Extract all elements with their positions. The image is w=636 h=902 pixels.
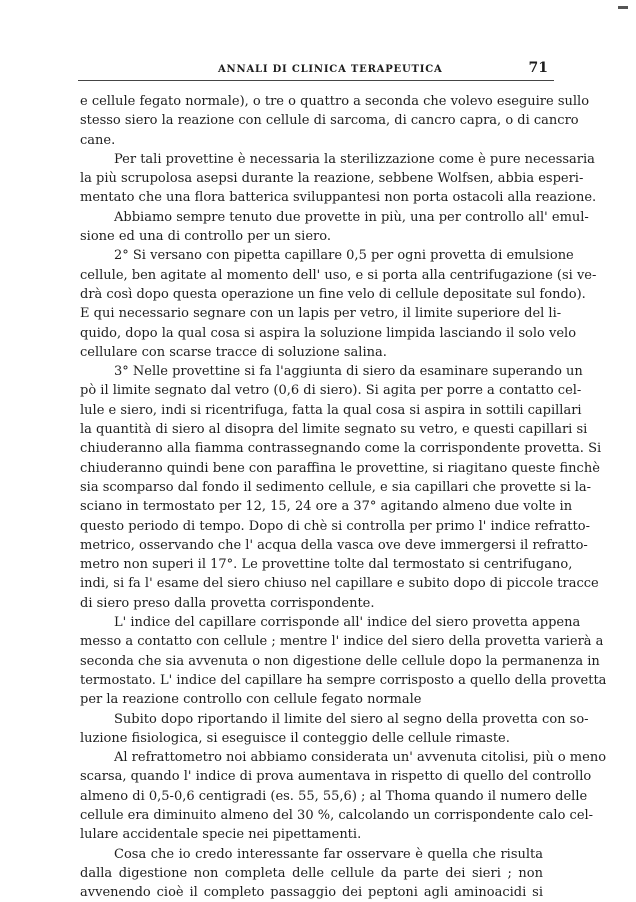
paragraph (80, 362, 602, 613)
text-line: per la reazione controllo con cellule fegato normale (80, 692, 422, 708)
text-line: stesso siero la reazione con cellule di sarcoma, di cancro capra, o di cancro (80, 113, 579, 129)
text-line: E qui necessario segnare con un lapis per vetro, il limite superiore del li- (80, 306, 562, 322)
text-line: termostato. L' indice del capillare ha sempre corrisposto a quello della provetta (80, 672, 607, 688)
text-line: Al refrattometro noi abbiamo considerata un' avvenuta citolisi, più o meno (114, 750, 607, 766)
text-line: chiuderanno alla fiamma contrassegnando come la corrispondente provetta. Si (80, 441, 602, 457)
text-line: chiuderanno quindi bene con paraffina le provettine, si riagitano queste finchè (80, 460, 600, 476)
text-line: avvenendo cioè il completo passaggio dei peptoni agli aminoacidi si (80, 885, 543, 901)
scan-edge-mark (618, 6, 628, 9)
text-line: dalla digestione non completa delle cellule da parte dei sieri ; non (80, 865, 543, 881)
paragraph (80, 246, 597, 362)
paragraph (80, 748, 607, 844)
text-line: Per tali provettine è necessaria la sterilizzazione come è pure necessaria (114, 151, 595, 167)
text-line: questo periodo di tempo. Dopo di chè si controlla per primo l' indice refratto- (80, 518, 590, 534)
text-line: e cellule fegato normale), o tre o quattro a seconda che volevo eseguire sullo (80, 94, 590, 109)
text-line: lule e siero, indi si ricentrifuga, fatta la qual cosa si aspira in sottili capillari (80, 402, 582, 418)
text-line: quido, dopo la qual cosa si aspira la soluzione limpida lasciando il solo velo (80, 325, 577, 341)
body-text (80, 92, 607, 902)
text-line: metrico, osservando che l' acqua della vasca ove deve immergersi il refratto- (80, 537, 588, 553)
text-line: cellule, ben agitate al momento dell' uso, e si porta alla centrifugazione (si ve- (80, 267, 597, 283)
paragraph (80, 150, 597, 208)
text-line: la più scrupolosa asepsi durante la reazione, sebbene Wolfsen, abbia esperi- (80, 171, 584, 187)
text-line: 2° Si versano con pipetta capillare 0,5 per ogni provetta di emulsione (114, 248, 574, 264)
text-line: la quantità di siero al disopra del limite segnato su vetro, e questi capillari si (80, 422, 588, 438)
paragraph (80, 845, 543, 902)
header-rule (78, 80, 554, 81)
page-header (78, 60, 554, 80)
text-line: cellulare con scarse tracce di soluzione salina. (80, 344, 387, 360)
paragraph (80, 92, 590, 150)
text-line: sciano in termostato per 12, 15, 24 ore a 37° agitando almeno due volte in (80, 499, 573, 515)
text-line: lulare accidentale specie nei pipettamenti. (80, 827, 362, 843)
text-line: Subito dopo riportando il limite del siero al segno della provetta con so- (114, 711, 589, 727)
text-line: cane. (80, 132, 116, 148)
text-line: drà così dopo questa operazione un fine velo di cellule depositate sul fondo). (80, 286, 586, 302)
text-line: mentato che una flora batterica sviluppantesi non porta ostacoli alla reazione. (80, 190, 597, 206)
text-line: L' indice del capillare corrisponde all' indice del siero provetta appena (114, 615, 581, 631)
text-line: scarsa, quando l' indice di prova aumentava in rispetto di quello del controllo (80, 769, 592, 785)
text-line: messo a contatto con cellule ; mentre l' indice del siero della provetta varierà a (80, 634, 604, 650)
text-line: metro non superi il 17°. Le provettine tolte dal termostato si centrifugano, (80, 557, 573, 573)
text-line: Abbiamo sempre tenuto due provette in più, una per controllo all' emul- (114, 209, 589, 225)
text-line: 3° Nelle provettine si fa l'aggiunta di siero da esaminare superando un (114, 364, 583, 380)
paragraph (80, 208, 589, 247)
text-line: almeno di 0,5-0,6 centigradi (es. 55, 55,6) ; al Thoma quando il numero delle (80, 788, 588, 804)
text-line: seconda che sia avvenuta o non digestione delle cellule dopo la permanenza in (80, 653, 600, 669)
text-line: luzione fisiologica, si eseguisce il conteggio delle cellule rimaste. (80, 730, 510, 746)
text-line: indi, si fa l' esame del siero chiuso nel capillare e subito dopo di piccole tracce (80, 576, 599, 592)
paragraph (80, 710, 589, 749)
text-line: cellule era diminuito almeno del 30 %, calcolando un corrispondente calo cel- (80, 807, 594, 823)
paragraph (80, 613, 607, 709)
text-line: di siero preso dalla provetta corrispondente. (80, 595, 375, 611)
page-number: 71 (528, 60, 548, 76)
text-line: sia scomparso dal fondo il sedimento cellule, e sia capillari che provette si la- (80, 479, 592, 495)
text-line: sione ed una di controllo per un siero. (80, 229, 331, 245)
text-line: pò il limite segnato dal vetro (0,6 di siero). Si agita per porre a contatto cel- (80, 383, 582, 399)
text-line: Cosa che io credo interessante far osservare è quella che risulta (114, 846, 543, 862)
running-head: ANNALI DI CLINICA TERAPEUTICA (218, 64, 443, 75)
